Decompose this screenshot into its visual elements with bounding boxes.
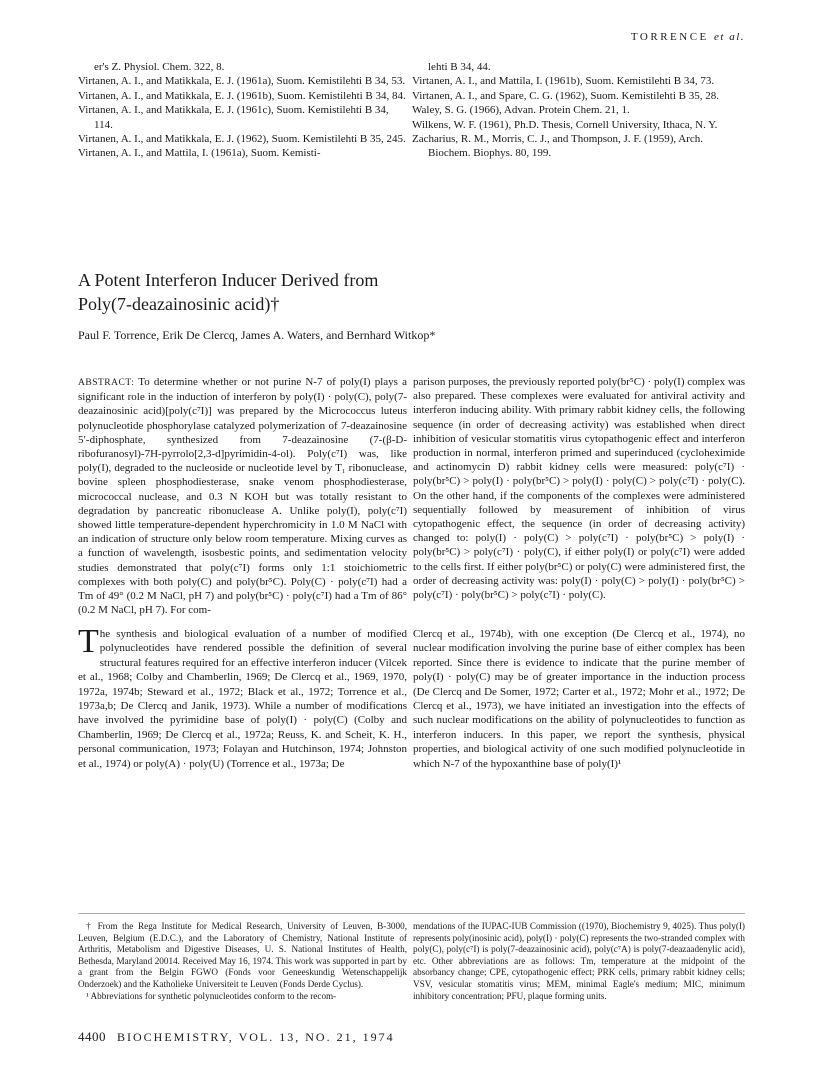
reference-entry: Zacharius, R. M., Morris, C. J., and Thompson, J. F. (1959), Arch. Biochem. Biophys. 80, 199. [412, 133, 704, 160]
references-left-column [78, 60, 408, 161]
footnote-affiliation: † From the Rega Institute for Medical Research, University of Leuven, B-3000, Leuven, Belgium (E.D.C.), and the Laboratory of Chemistry, National Institute of Arthritis, Metabolism and Digestive Diseases, U. S. National Institutes of Health, Bethesda, Maryland 20014. Received May 16, 1974. This work was supported in part by a grant from the Belgin FGWO (Fonds voor Geneeskundig Wetenschappelijk Onderzoek) and the Katholieke Universiteit te Leuven (Fonds Derde Cyclus). [78, 921, 407, 989]
reference-entry: Virtanen, A. I., and Matikkala, E. J. (1961a), Suom. Kemistilehti B 34, 53. [78, 75, 406, 88]
article-title [78, 268, 378, 316]
footnotes [78, 921, 745, 1002]
abstract [78, 375, 745, 617]
authors: Paul F. Torrence, Erik De Clercq, James A. Waters, and Bernhard Witkop* [78, 328, 436, 342]
page-footer [78, 1029, 395, 1045]
abstract-right-column [413, 375, 745, 617]
reference-entry: Virtanen, A. I., and Mattila, I. (1961a), Suom. Kemisti- [78, 147, 321, 160]
drop-cap: T [78, 623, 99, 660]
reference-entry: lehti B 34, 44. [428, 61, 491, 73]
running-head-author: TORRENCE [630, 31, 709, 43]
reference-entry: Virtanen, A. I., and Spare, C. G. (1962), Suom. Kemistilehti B 35, 28. [412, 89, 720, 102]
abstract-text-right: parison purposes, the previously reported poly(br⁵C) · poly(I) complex was also prepared. These complexes were evaluated for antiviral activity and interferon inducing ability. With primary rabbit kidney cells, the following sequence (in order of decreasing activity) was established when direct inhibition of vesicular stomatitis virus cytopathogenic effect and interferon production in normal, interferon primed and superinduced (cycloheximide and actinomycin D) rabbit kidney cells were measured: poly(c⁷I) · poly(br⁵C) > poly(I) · poly(br⁵C) > poly(I) · poly(C) > poly(c⁷I) · poly(C). On the other hand, if the components of the complexes were administered sequentially followed by measurement of inhibition of virus cytopathogenic effect, the sequence (in order of decreasing activity) changed to: poly(I) · poly(C) > poly(c⁷I) · poly(br⁵C) > poly(I) · poly(br⁵C) > poly(c⁷I) · poly(C), if either poly(I) or poly(c⁷I) were added to the cells first. If either poly(br⁵C) or poly(C) were administered first, the order of decreasing activity was: poly(I) · poly(C) > poly(I) · poly(br⁵C) > poly(c⁷I) · poly(br⁵C) > poly(c⁷I) · poly(C). [413, 376, 745, 602]
reference-entry: Virtanen, A. I., and Matikkala, E. J. (1962), Suom. Kemistilehti B 35, 245. [78, 133, 406, 146]
body-text-left: he synthesis and biological evaluation of a number of modified polynucleotides have rendered possible the definition of several structural features required for an effective interferon inducer (Vilcek et al., 1968; Colby and Chamberlin, 1969; De Clercq et al., 1969, 1970, 1972a, 1974b; Steward et al., 1972; Black et al., 1972; Torrence et al., 1973a,b; De Clercq and Janik, 1973). While a number of modifications have involved the pyrimidine base of poly(I) · poly(C) (Colby and Chamberlin, 1969; De Clercq et al., 1972a; Reuss, K. and Scheit, K. H., personal communication, 1973; Folayan and Hutchinson, 1974; Johnston et al., 1974) or poly(A) · poly(U) (Torrence et al., 1973a; De [78, 628, 407, 770]
body-text-right: Clercq et al., 1974b), with one exception (De Clercq et al., 1974), no nuclear modification involving the purine base of either complex has been reported. Since there is evidence to indicate that the purine member of poly(I) · poly(C) may be of greater importance in the induction process (De Clercq and De Somer, 1972; Carter et al., 1972; Mohr et al., 1972; De Clercq et al., 1973), we have initiated an investigation into the effects of such nuclear modifications on the ability of polynucleotides to function as interferon inducers. In this paper, we report the synthesis, physical properties, and biological activity of one such modified polynucleotide in which N-7 of the hypoxanthine base of poly(I)¹ [413, 628, 745, 770]
body-left-column [78, 623, 407, 771]
footnote-divider [78, 913, 745, 914]
article-title-line1: A Potent Interferon Inducer Derived from [78, 270, 379, 290]
reference-entry: Virtanen, A. I., and Matikkala, E. J. (1961c), Suom. Kemistilehti B 34, 114. [78, 104, 389, 131]
journal-info: BIOCHEMISTRY, VOL. 13, NO. 21, 1974 [117, 1030, 395, 1044]
footnote-abbreviations: ¹ Abbreviations for synthetic polynucleotides conform to the recom- [86, 990, 337, 1001]
page-number: 4400 [78, 1029, 106, 1044]
abstract-left-column [78, 375, 407, 617]
running-head-etal: et al. [714, 31, 745, 43]
footnote-abbreviations-continued: mendations of the IUPAC-IUB Commission ((1970), Biochemistry 9, 4025). Thus poly(I) represents poly(inosinic acid), poly(I) · poly(C) represents the two-stranded complex with poly(C), poly(c⁷I) is poly(7-deazainosinic acid), poly(c⁷A) is poly(7-deazaadenylic acid), etc. Other abbreviations are as follows: Tm, temperature at the midpoint of the absorbancy change; CPE, cytopathogenic effect; PRK cells, primary rabbit kidney cells; VSV, vesicular stomatitis virus; MEM, minimal Eagle's medium; MIC, minimum inhibitory concentration; PFU, plaque forming units. [413, 921, 745, 1001]
reference-entry: Virtanen, A. I., and Mattila, I. (1961b), Suom. Kemistilehti B 34, 73. [412, 75, 715, 88]
references-right-column [412, 60, 745, 161]
body-text [78, 623, 745, 771]
reference-entry: Wilkens, W. F. (1961), Ph.D. Thesis, Cornell University, Ithaca, N. Y. [412, 118, 718, 131]
abstract-label: ABSTRACT: [78, 378, 135, 388]
reference-entry: Virtanen, A. I., and Matikkala, E. J. (1961b), Suom. Kemistilehti B 34, 84. [78, 89, 406, 102]
references-continued [78, 60, 745, 161]
abstract-text-left: To determine whether or not purine N-7 of poly(I) plays a significant role in the induction of interferon by poly(I) · poly(C), poly(7-deazainosinic acid)[poly(c⁷I)] was prepared by the Micrococcus luteus polynucleotide phosphorylase catalyzed polymerization of 7-deazainosine 5′-diphosphate, synthesized from 7-deazainosine (7-(β-D-ribofuranosyl)-7H-pyrrolo[2,3-d]pyrimidin-4-ol). Poly(c⁷I) was, like poly(I), degraded to the nucleoside or nucleotide level by T₁ ribonuclease, bovine spleen phosphodiesterase, snake venom phosphodiesterase, micrococcal nuclease, and 0.3 N KOH but was totally resistant to degradation by pancreatic ribonuclease A. Unlike poly(I), poly(c⁷I) showed little temperature-dependent hyperchromicity in 1.0 M NaCl with an indication of structure only below room temperature. Mixing curves as a function of wavelength, isosbestic points, and sedimentation velocity studies demonstrated that poly(c⁷I) forms only 1:1 stoichiometric complexes with both poly(C) and poly(br⁵C). Poly(C) · poly(c⁷I) had a Tm of 49° (0.2 M NaCl, pH 7) and poly(br⁵C) · poly(c⁷I) had a Tm of 86° (0.2 M NaCl, pH 7). For com- [78, 376, 407, 617]
running-head [631, 31, 745, 43]
reference-entry: Waley, S. G. (1966), Advan. Protein Chem. 21, 1. [412, 104, 630, 117]
footnotes-right-column [413, 921, 745, 1002]
article-title-line2: Poly(7-deazainosinic acid)† [78, 294, 280, 314]
reference-entry: er's Z. Physiol. Chem. 322, 8. [94, 61, 225, 73]
body-right-column [413, 627, 745, 771]
footnotes-left-column [78, 921, 407, 1002]
